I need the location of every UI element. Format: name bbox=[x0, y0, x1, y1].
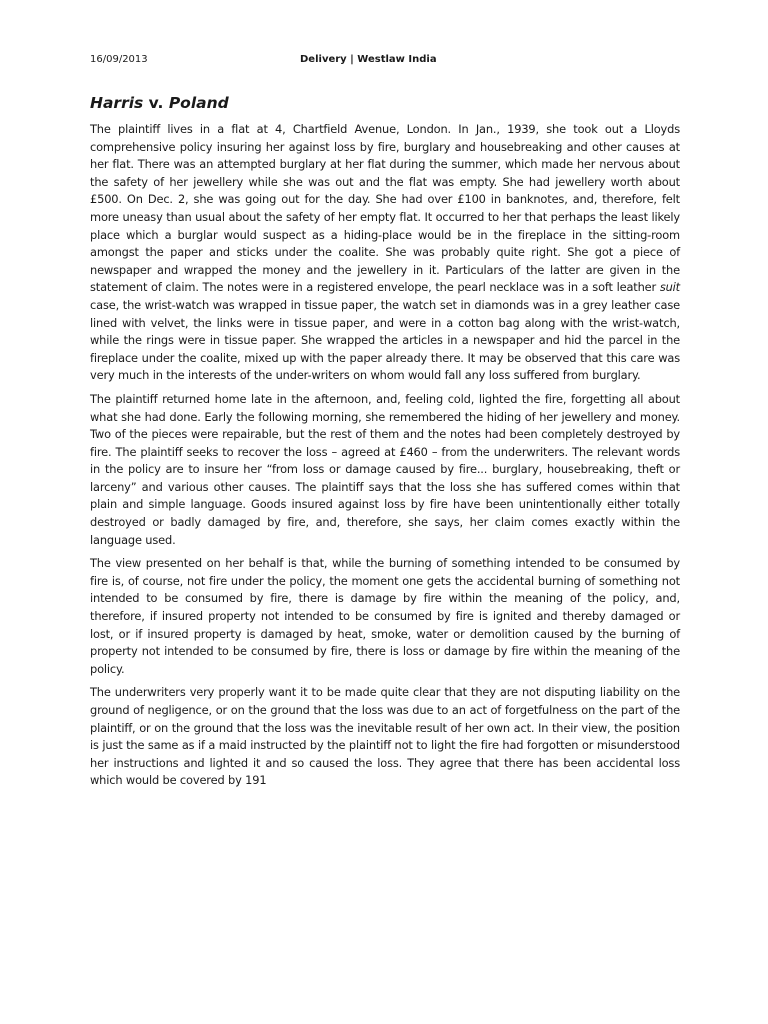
paragraph-1 bbox=[90, 121, 680, 385]
paragraph-3-text: The view presented on her behalf is that, while the burning of something intended to be consumed by fire is, of course, not fire under the policy, the moment one gets the accidental burning of something not intended to be consumed by fire, there is damage by fire within the meaning of the policy, and, therefore, if insured property not intended to be consumed by fire is ignited and thereby damaged or lost, or if insured property is damaged by heat, smoke, water or demolition caused by the burning of property not intended to be consumed by fire, there is loss or damage by fire within the meaning of the policy. bbox=[90, 556, 680, 676]
paragraph-1-text-b: case, the wrist-watch was wrapped in tissue paper, the watch set in diamonds was in a grey leather case lined with velvet, the links were in tissue paper, and were in a cotton bag along with the wrist-watch, while the rings were in tissue paper. She wrapped the articles in a newspaper and hid the parcel in the fireplace under the coalite, mixed up with the paper already there. It may be observed that this care was very much in the interests of the under-writers on whom would fall any loss suffered from burglary. bbox=[90, 297, 680, 383]
judgment-body bbox=[90, 121, 680, 796]
defendant-name: Poland bbox=[168, 94, 229, 112]
paragraph-3 bbox=[90, 555, 680, 678]
case-title bbox=[90, 93, 229, 113]
paragraph-1-italic-word: suit bbox=[659, 280, 680, 295]
paragraph-4 bbox=[90, 684, 680, 790]
page-header bbox=[90, 53, 680, 67]
paragraph-1-text-a: The plaintiff lives in a flat at 4, Chartfield Avenue, London. In Jan., 1939, she took out a Lloyds comprehensive policy insuring her against loss by fire, burglary and housebreaking and other causes at her flat. There was an attempted burglary at her flat during the summer, which made her nervous about the safety of her jewellery while she was out and the flat was empty. She had jewellery worth about £500. On Dec. 2, she was going out for the day. She had over £100 in banknotes, and, therefore, felt more uneasy than usual about the safety of her empty flat. It occurred to her that perhaps the least likely place which a burglar would suspect as a hiding-place would be in the fireplace in the sitting-room amongst the paper and sticks under the coalite. She was probably quite right. She got a piece of newspaper and wrapped the money and the jewellery in it. Particulars of the latter are given in the statement of claim. The notes were in a registered envelope, the pearl necklace was in a soft leather bbox=[90, 122, 680, 295]
paragraph-4-text: The underwriters very properly want it to be made quite clear that they are not disputing liability on the ground of negligence, or on the ground that the loss was due to an act of forgetfulness on the part of the plaintiff, or on the ground that the loss was the inevitable result of her own act. In their view, the position is just the same as if a maid instructed by the plaintiff not to light the fire had forgotten or misunderstood her instructions and lighted it and so caused the loss. They agree that there has been accidental loss which would be covered by 191 bbox=[90, 685, 680, 788]
header-title: Delivery | Westlaw India bbox=[300, 54, 437, 65]
paragraph-2-text: The plaintiff returned home late in the afternoon, and, feeling cold, lighted the fire, forgetting all about what she had done. Early the following morning, she remembered the hiding of her jewellery and money. Two of the pieces were repairable, but the rest of them and the notes had been completely destroyed by fire. The plaintiff seeks to recover the loss – agreed at £460 – from the underwriters. The relevant words in the policy are to insure her “from loss or damage caused by fire... burglary, housebreaking, theft or larceny” and various other causes. The plaintiff says that the loss she has suffered comes within that plain and simple language. Goods insured against loss by fire have been unintentionally either totally destroyed or badly damaged by fire, and, therefore, she says, her claim comes exactly within the language used. bbox=[90, 391, 680, 547]
plaintiff-name: Harris bbox=[90, 94, 144, 112]
paragraph-2 bbox=[90, 391, 680, 549]
header-date: 16/09/2013 bbox=[90, 54, 148, 65]
versus-label: v. bbox=[148, 94, 164, 112]
